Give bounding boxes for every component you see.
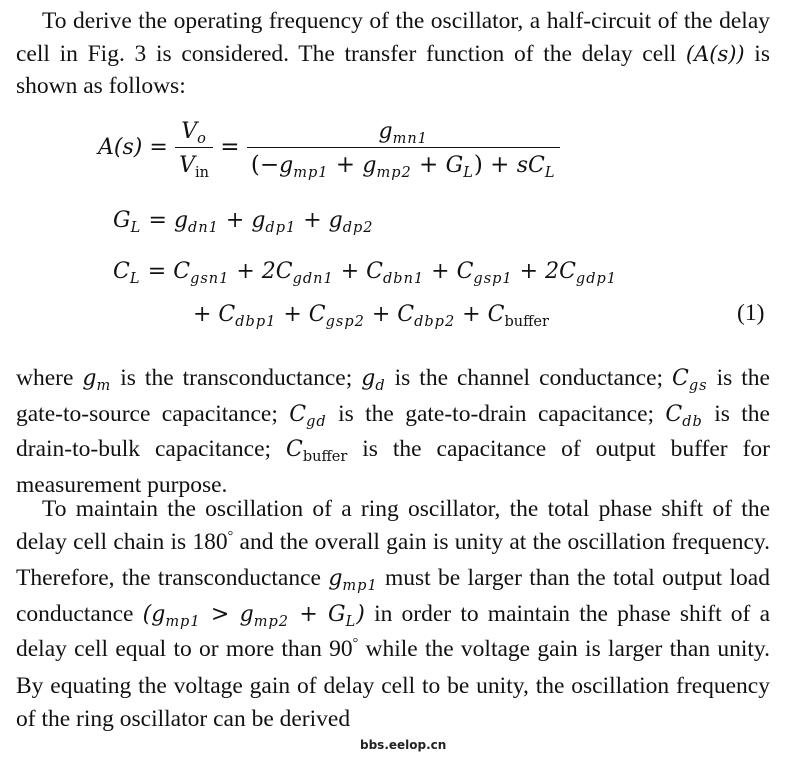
equation-number: (1) [737,300,765,326]
gain-fraction: $\frac{g_{mn1}}{(-g_{mp1} + g_{mp2} + G_L) + sC_L}$ [247,118,560,178]
intro-text: To derive the operating frequency of the oscillator, a half-circuit of the delay cell in Fig. 3 is considered. The transfer function of the delay cell [16,8,770,67]
equation-load-capacitance-cont: + $C_{dbp1} + C_{gsp2} + C_{dbp2} + C_{buffer}$ [193,302,549,330]
eq-lhs: A(s) = [98,135,168,160]
paragraph-definitions: where $g_m$ is the transconductance; $g_d$ is the channel conductance; $C_{gs}$ is the gate-to-source capacitance; $C_{gd}$ is the gate-to-drain capacitance; $C_{db}$ is the drain-to-bulk capacitance; $C_{buffer}$ is the capacitance of output buffer for measurement purpose. [16,365,770,498]
equation-load-capacitance: $C_L = C_{gsn1} + 2C_{gdn1} + C_{dbn1} + C_{gsp1} + 2C_{gdp1}$ [113,259,617,287]
transfer-function-symbol: (A(s)) [685,41,745,66]
vo-over-vin-fraction: $\frac{V_o}{V_{in}}$ [175,118,213,178]
paragraph-intro [16,5,770,103]
paragraph-oscillation-condition: To maintain the oscillation of a ring oscillator, the total phase shift of the delay cell chain is 180° and the overall gain is unity at the oscillation frequency. Therefore, the transconductance $g_{mp1}$ must be larger than the total output load conductance $(g_{mp1} > g_{mp2} + G_L)$ in order to maintain the phase shift of a delay cell equal to or more than 90° while the voltage gain is larger than unity. By equating the voltage gain of delay cell to be unity, the oscillation frequency of the ring oscillator can be derived [16,496,771,732]
equation-load-conductance: $G_L = g_{dn1} + g_{dp1} + g_{dp2}$ [113,208,374,236]
equation-transfer-function [98,118,560,181]
watermark-text: bbs.eelop.cn [360,738,447,752]
eq-equals: = [220,134,240,160]
intro-text-end: is shown as follows: [16,40,770,100]
